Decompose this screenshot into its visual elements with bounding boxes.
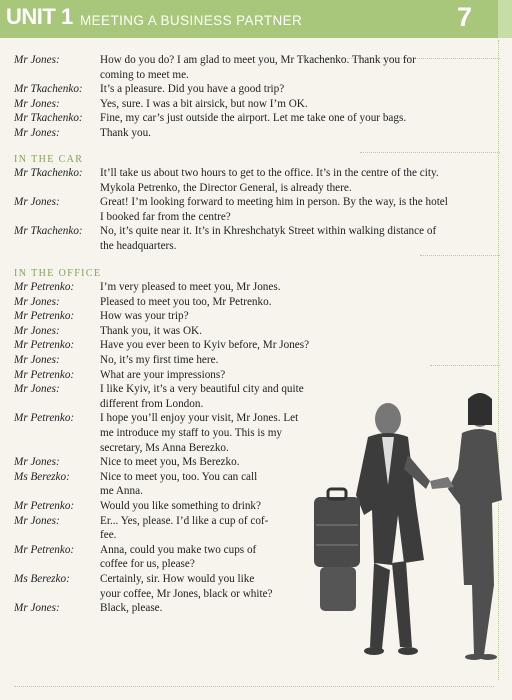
business-meeting-illustration xyxy=(308,385,508,685)
speaker-name: Mr Petrenko: xyxy=(14,310,75,323)
dialogue-line xyxy=(0,166,512,181)
speaker-name: Mr Tkachenko: xyxy=(14,83,83,96)
page-header xyxy=(0,0,512,38)
speaker-name: Mr Jones: xyxy=(14,54,60,66)
speaker-name: Mr Jones: xyxy=(14,196,60,209)
dialogue-text-line: How do you do? I am glad to meet you, Mr Tkachenko. Thank you for xyxy=(100,54,416,66)
speaker-name: Mr Jones: xyxy=(14,456,60,469)
dialogue-line xyxy=(0,97,512,112)
dialogue-text-line: Great! I’m looking forward to meeting him in person. By the way, is the hotel xyxy=(100,196,448,209)
dotted-rule xyxy=(14,686,494,687)
unit-label: UNIT 1 xyxy=(6,4,73,29)
dialogue-text-line: secretary, Ms Anna Berezko. xyxy=(100,441,229,454)
dialogue-text-line: Thank you, it was OK. xyxy=(100,324,202,337)
speaker-name: Mr Petrenko: xyxy=(14,412,75,425)
speaker-name: Mr Petrenko: xyxy=(14,543,75,556)
dialogue-text-line: Certainly, sir. How would you like xyxy=(100,573,255,585)
dialogue-text-line: I’m very pleased to meet you, Mr Jones. xyxy=(100,281,281,293)
speaker-name: Mr Jones: xyxy=(14,295,60,308)
dialogue-text-line: No, it’s quite near it. It’s in Khreshchatyk Street within walking distance of xyxy=(100,225,437,238)
dialogue-text-line: I booked far from the centre? xyxy=(100,210,231,223)
dotted-rule xyxy=(420,255,500,256)
dialogue-line xyxy=(0,68,512,83)
dialogue-line xyxy=(0,195,512,210)
speaker-name: Mr Jones: xyxy=(14,383,60,396)
dialogue-line xyxy=(0,309,512,324)
dialogue-line xyxy=(0,53,512,68)
dialogue-text-line: Anna, could you make two cups of xyxy=(100,543,257,556)
unit-title: MEETING A BUSINESS PARTNER xyxy=(80,13,303,28)
dialogue-text-line: your coffee, Mr Jones, black or white? xyxy=(100,587,273,600)
dialogue-text-line: Have you ever been to Kyiv before, Mr Jones? xyxy=(100,339,310,352)
dialogue-line xyxy=(0,82,512,97)
dialogue-line xyxy=(0,239,512,254)
dotted-rule xyxy=(360,152,500,153)
speaker-name: Mr Petrenko: xyxy=(14,281,75,293)
dialogue-text-line: coffee for us, please? xyxy=(100,558,195,571)
dialogue-line xyxy=(0,210,512,225)
section-heading: IN THE OFFICE xyxy=(14,268,102,279)
dialogue-line xyxy=(0,181,512,196)
dialogue-text-line: different from London. xyxy=(100,397,204,410)
speaker-name: Mr Jones: xyxy=(14,127,60,139)
dialogue-line xyxy=(0,295,512,310)
dialogue-line xyxy=(0,353,512,368)
dialogue-text-line: Would you like something to drink? xyxy=(100,500,261,512)
dialogue-text-line: Fine, my car’s just outside the airport. Let me take one of your bags. xyxy=(100,112,407,125)
dialogue-text-line: What are your impressions? xyxy=(100,368,226,381)
dialogue-line xyxy=(0,280,512,295)
dialogue-text-line: coming to meet me. xyxy=(100,68,189,81)
dialogue-text-line: the headquarters. xyxy=(100,240,177,252)
dialogue-text-line: I like Kyiv, it’s a very beautiful city and quite xyxy=(100,383,304,396)
dialogue-text-line: Mykola Petrenko, the Director General, is already there. xyxy=(100,181,352,194)
speaker-name: Ms Berezko: xyxy=(14,573,70,585)
dialogue-line xyxy=(0,126,512,141)
speaker-name: Mr Petrenko: xyxy=(14,339,75,352)
dialogue-text-line: me Anna. xyxy=(100,485,143,498)
speaker-name: Mr Jones: xyxy=(14,324,60,337)
header-stripe xyxy=(498,0,512,38)
section-heading: IN THE CAR xyxy=(14,154,84,165)
speaker-name: Mr Jones: xyxy=(14,602,60,615)
speaker-name: Mr Tkachenko: xyxy=(14,112,83,125)
speaker-name: Mr Jones: xyxy=(14,514,60,527)
dialogue-text-line: No, it’s my first time here. xyxy=(100,354,219,366)
dialogue-line xyxy=(0,368,512,383)
speaker-name: Mr Petrenko: xyxy=(14,368,75,381)
speaker-name: Ms Berezko: xyxy=(14,470,70,483)
speaker-name: Mr Tkachenko: xyxy=(14,225,83,238)
dialogue-text-line: It’ll take us about two hours to get to the office. It’s in the centre of the city. xyxy=(100,167,439,179)
dialogue-text-line: Black, please. xyxy=(100,602,163,615)
dialogue-text-line: Thank you. xyxy=(100,127,151,139)
dialogue-text-line: Nice to meet you, Ms Berezko. xyxy=(100,456,240,469)
dialogue-text-line: fee. xyxy=(100,529,117,542)
dialogue-line xyxy=(0,338,512,353)
dialogue-text-line: Nice to meet you, too. You can call xyxy=(100,470,258,483)
speaker-name: Mr Tkachenko: xyxy=(14,167,83,179)
dialogue-line xyxy=(0,111,512,126)
dialogue-text-line: Pleased to meet you too, Mr Petrenko. xyxy=(100,295,272,308)
speaker-name: Mr Petrenko: xyxy=(14,500,75,512)
dialogue-text-line: How was your trip? xyxy=(100,310,189,323)
speaker-name: Mr Jones: xyxy=(14,97,60,110)
dialogue-text-line: I hope you’ll enjoy your visit, Mr Jones. Let xyxy=(100,412,299,425)
dialogue-text-line: me introduce my staff to you. This is my xyxy=(100,427,282,439)
dialogue-line xyxy=(0,324,512,339)
dialogue-text-line: It’s a pleasure. Did you have a good trip? xyxy=(100,83,285,96)
dialogue-line xyxy=(0,224,512,239)
dialogue-text-line: Yes, sure. I was a bit airsick, but now I’m OK. xyxy=(100,97,308,110)
dialogue-text-line: Er... Yes, please. I’d like a cup of cof- xyxy=(100,514,269,527)
speaker-name: Mr Jones: xyxy=(14,354,60,366)
page-number: 7 xyxy=(456,2,472,32)
